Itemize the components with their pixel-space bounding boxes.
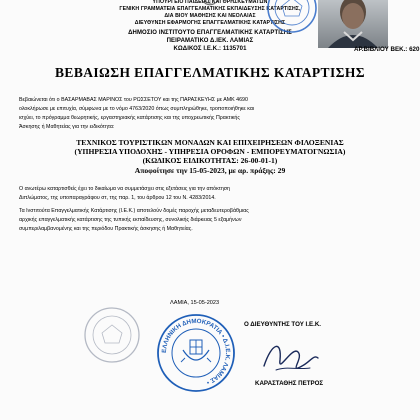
specialty-subtitle: (ΥΠΗΡΕΣΙΑ ΥΠΟΔΟΧΗΣ - ΥΠΗΡΕΣΙΑ ΟΡΟΦΩΝ - ΕΜΠΟΡΕΥΜΑΤΟΓΝΩΣΙΑ) xyxy=(74,147,346,156)
holder-photo xyxy=(318,0,388,48)
ministry-line-1: ΓΕΝΙΚΗ ΓΡΑΜΜΑΤΕΙΑ ΕΠΑΓΓΕΛΜΑΤΙΚΗΣ ΕΚΠΑΙΔΕΥΣΗΣ ΚΑΤΑΡΤΙΣΗΣ, xyxy=(119,6,301,12)
official-stamp xyxy=(155,312,237,394)
institute-code: ΚΩΔΙΚΟΣ Ι.Ε.Κ.: 1135701 xyxy=(173,46,247,52)
rights-line-1: Ο ανωτέρω καταρτισθείς έχει το δικαίωμα να συμμετάσχει στις εξετάσεις για την απόκτηση xyxy=(19,186,231,192)
rights-line-2: Διπλώματος, της υποπαραγράφου στ, της παρ. 1, του άρθρου 12 του Ν. 4283/2014. xyxy=(19,195,216,201)
specialty-code: (ΚΩΔΙΚΟΣ ΕΙΔΙΚΟΤΗΤΑΣ: 26-00-01-1) xyxy=(142,156,278,165)
ministry-top-line: ΥΠΟΥΡΓΕΙΟ ΠΑΙΔΕΙΑΣ ΚΑΙ ΘΡΗΣΚΕΥΜΑΤΩΝ xyxy=(152,0,268,5)
intro-line-2: ολοκλήρωσε με επιτυχία, σύμφωνα με το νόμο 4763/2020 όπως συμπληρώθηκε, τροποποιήθηκε και xyxy=(19,106,255,112)
signatory-title: Ο ΔΙΕΥΘΥΝΤΗΣ ΤΟΥ Ι.Ε.Κ. xyxy=(244,321,322,328)
place-date: ΛΑΜΙΑ, 15-05-2023 xyxy=(170,300,220,306)
specialty-name: ΤΕΧΝΙΚΟΣ ΤΟΥΡΙΣΤΙΚΩΝ ΜΟΝΑΔΩΝ ΚΑΙ ΕΠΙΧΕΙΡΗΣΕΩΝ ΦΙΛΟΞΕΝΙΑΣ xyxy=(76,138,344,147)
institute-branch: ΠΕΙΡΑΜΑΤΙΚΟ Δ.ΙΕΚ. ΛΑΜΙΑΣ xyxy=(166,38,254,44)
document-title: ΒΕΒΑΙΩΣΗ ΕΠΑΓΓΕΛΜΑΤΙΚΗΣ ΚΑΤΑΡΤΙΣΗΣ xyxy=(55,65,365,80)
registry-number: ΑΡ.ΒΙΒΛΙΟΥ ΒΕΚ.: 620 xyxy=(354,46,420,53)
graduation-line: Αποφοίτησε την 15-05-2023, με αρ. πράξης: 29 xyxy=(134,166,286,175)
note-line-1: Τα Ινστιτούτα Επαγγελματικής Κατάρτισης (Ι.Ε.Κ.) αποτελούν δομές παροχής μεταδευτεροβάθμιας xyxy=(19,208,249,214)
intro-line-1: Βεβαιώνεται ότι ο ΒΑΣΑΡΜΑΒΑΣ ΜΑΡΙΝΟΣ του ΡΩΣΣΕΤΟΥ και της ΠΑΡΑΣΚΕΥΗΣ με ΑΜΚ 4690 xyxy=(19,97,248,103)
institute-name: ΔΗΜΟΣΙΟ ΙΝΣΤΙΤΟΥΤΟ ΕΠΑΓΓΕΛΜΑΤΙΚΗΣ ΚΑΤΑΡΤΙΣΗΣ xyxy=(128,30,292,36)
faint-stamp-left xyxy=(82,305,142,365)
intro-line-3: ισχύει, το πρόγραμμα θεωρητικής, εργαστηριακής κατάρτισης και της υποχρεωτικής Πρακτικής xyxy=(19,115,240,121)
ministry-line-3: ΔΙΕΥΘΥΝΣΗ ΕΦΑΡΜΟΓΗΣ ΕΠΑΓΓΕΛΜΑΤΙΚΗΣ ΚΑΤΑΡΤΙΣΗΣ xyxy=(134,20,286,26)
signatory-name: ΚΑΡΑΣΤΑΘΗΣ ΠΕΤΡΟΣ xyxy=(255,380,324,387)
note-line-3: συμπεριλαμβανομένης και της περιόδου Πρακτικής άσκησης ή Μαθητείας. xyxy=(19,226,193,232)
ministry-line-2: ΔΙΑ ΒΙΟΥ ΜΑΘΗΣΗΣ ΚΑΙ ΝΕΟΛΑΙΑΣ xyxy=(164,13,256,19)
note-line-2: αρχικής επαγγελματικής κατάρτισης της τυπικής εκπαίδευσης, συνολικής διάρκειας 5 εξαμήνων xyxy=(19,217,242,223)
director-signature xyxy=(258,336,322,380)
top-stamp-seal xyxy=(262,0,322,36)
intro-line-4: Άσκησης ή Μαθητείας για την ειδικότητα: xyxy=(19,124,115,130)
stamp-ring-text: ΕΛΛΗΝΙΚΗ ΔΗΜΟΚΡΑΤΙΑ • Δ.Ι.Ε.Κ. ΛΑΜΙΑΣ • xyxy=(160,317,232,386)
